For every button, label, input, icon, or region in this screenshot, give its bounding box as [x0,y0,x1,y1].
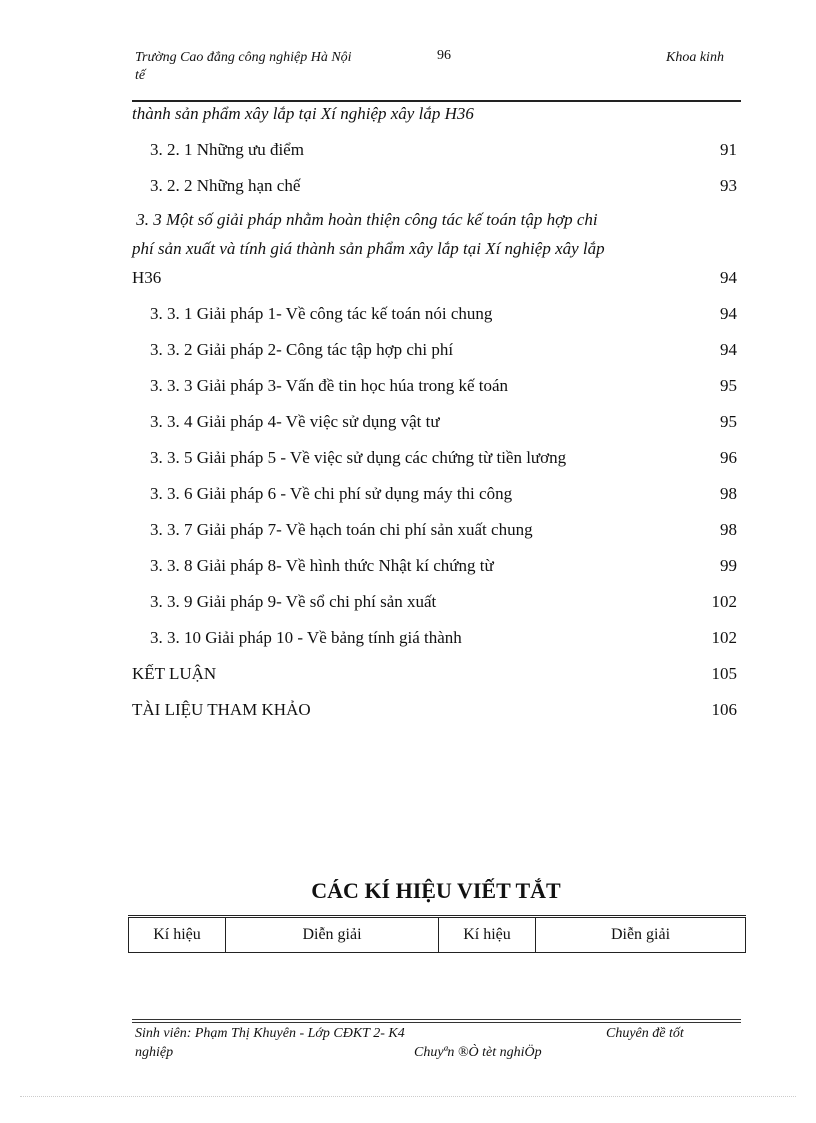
toc-entry[interactable] [132,140,737,162]
toc-entry-page: 102 [711,628,737,647]
abbreviations-title: CÁC KÍ HIỆU VIẾT TẮT [311,878,561,903]
footer-report-type: Chuyên đề tốt [606,1026,684,1041]
page-bottom-edge [20,1096,796,1097]
toc-entry[interactable] [132,448,737,470]
toc-section-heading-line1[interactable] [132,210,737,232]
column-header: Diễn giải [226,917,439,953]
column-header: Kí hiệu [129,917,226,953]
toc-entry-conclusion[interactable] [132,664,737,686]
footer-garbled-text: Chuyªn ®Ò tèt nghiÖp [414,1045,542,1060]
header-school-name-cont: tế [135,68,146,83]
toc-entry-page: 99 [720,556,737,575]
toc-entry-page: 94 [720,268,737,287]
toc-entry[interactable] [132,176,737,198]
footer-rule-top [132,1019,741,1020]
toc-entry-label: 3. 3. 8 Giải pháp 8- Về hình thức Nhật kí chứng từ [150,556,494,575]
toc-entry-label: 3. 3. 3 Giải pháp 3- Vấn đề tin học húa trong kế toán [150,376,509,395]
toc-entry-page: 102 [711,592,737,611]
header-school-name: Trường Cao đẳng công nghiệp Hà Nội [135,50,352,65]
toc-entry-label: 3. 3 Một số giải pháp nhằm hoàn thiện công tác kế toán tập hợp chi [132,210,598,229]
toc-entry[interactable] [132,268,737,290]
table-header-row [129,917,746,953]
toc-entry-label: 3. 3. 9 Giải pháp 9- Về sổ chi phí sản xuất [150,592,437,611]
toc-entry-label: 3. 3. 5 Giải pháp 5 - Về việc sử dụng các chứng từ tiền lương [150,448,567,467]
toc-entry-label: 3. 2. 2 Những hạn chế [150,176,301,195]
toc-entry-page: 98 [720,484,737,503]
header-department: Khoa kinh [666,50,724,65]
toc-entry-label: phí sản xuất và tính giá thành sản phẩm xây lắp tại Xí nghiệp xây lắp [132,239,605,258]
toc-entry-label: 3. 3. 7 Giải pháp 7- Về hạch toán chi phí sản xuất chung [150,520,533,539]
toc-lead-line: thành sản phẩm xây lắp tại Xí nghiệp xây lắp H36 [132,104,474,123]
toc-entry[interactable] [132,556,737,578]
toc-entry-references[interactable] [132,700,737,722]
footer-student: Sinh viên: Phạm Thị Khuyên - Lớp CĐKT 2- K4 [135,1026,405,1041]
toc-entry-label: H36 [132,268,162,287]
footer-report-type-cont: nghiệp [135,1045,174,1060]
toc-entry-label: 3. 3. 1 Giải pháp 1- Về công tác kế toán nói chung [150,304,493,323]
toc-entry-page: 98 [720,520,737,539]
toc-entry-page: 106 [711,700,737,719]
toc-entry-label: 3. 3. 4 Giải pháp 4- Về việc sử dụng vật tư [150,412,440,431]
abbreviations-table [128,915,746,953]
toc-entry[interactable] [132,376,737,398]
toc-entry-label: KẾT LUẬN [132,664,217,683]
footer-rule-bottom [132,1022,741,1023]
toc-entry-label: 3. 2. 1 Những ưu điểm [150,140,304,159]
column-header: Diễn giải [536,917,746,953]
toc-entry[interactable] [132,592,737,614]
toc-entry-page: 105 [711,664,737,683]
toc-entry-page: 91 [720,140,737,159]
toc-entry-page: 94 [720,340,737,359]
toc-entry[interactable] [132,412,737,434]
toc-entry[interactable] [132,340,737,362]
toc-entry-label: 3. 3. 10 Giải pháp 10 - Về bảng tính giá thành [150,628,462,647]
toc-entry[interactable] [132,628,737,650]
toc-entry-label: 3. 3. 6 Giải pháp 6 - Về chi phí sử dụng máy thi công [150,484,513,503]
toc-entry[interactable] [132,484,737,506]
toc-entry-page: 94 [720,304,737,323]
toc-entry[interactable] [132,304,737,326]
toc-entry-label: TÀI LIỆU THAM KHẢO [132,700,311,719]
column-header: Kí hiệu [439,917,536,953]
toc-section-heading-line2[interactable] [132,239,737,261]
toc-entry-page: 95 [720,412,737,431]
toc-entry-page: 95 [720,376,737,395]
toc-entry-page: 96 [720,448,737,467]
header-rule [132,100,741,102]
toc-entry-page: 93 [720,176,737,195]
page-number: 96 [437,48,451,63]
toc-entry-label: 3. 3. 2 Giải pháp 2- Công tác tập hợp chi phí [150,340,454,359]
toc-entry[interactable] [132,520,737,542]
